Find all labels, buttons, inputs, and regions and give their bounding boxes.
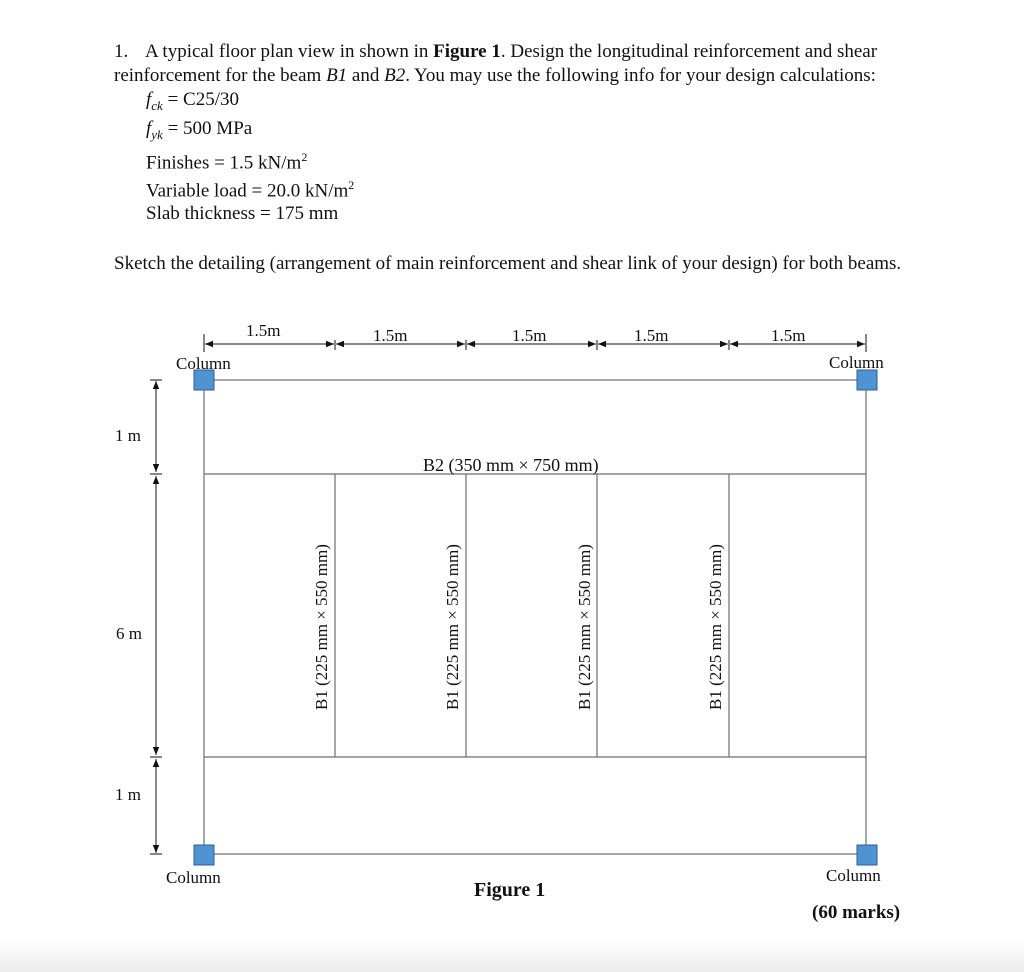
- side-label-middle: 6 m: [116, 624, 142, 643]
- column-top-left: [194, 370, 214, 390]
- left-dimension: [150, 380, 162, 854]
- plan-lines: [204, 380, 866, 854]
- variable-load-sup: 2: [348, 177, 355, 192]
- fyk-subscript: yk: [151, 126, 163, 142]
- span-label-4: 1.5m: [634, 326, 669, 345]
- page-bottom-shade: [0, 938, 1024, 972]
- beam-b2-label: B2 (350 mm × 750 mm): [423, 455, 599, 475]
- span-label-2: 1.5m: [373, 326, 408, 345]
- column-top-right: [857, 370, 877, 390]
- beam-b1-labels: [312, 544, 725, 710]
- side-label-bottom: 1 m: [115, 785, 141, 804]
- marks-label: (60 marks): [812, 902, 901, 923]
- sketch-instruction: Sketch the detailing (arrangement of main reinforcement and shear link of your design) for both beams.: [114, 253, 902, 274]
- column-bottom-left: [194, 845, 214, 865]
- beam-b1-label-3: B1 (225 mm × 550 mm): [575, 544, 594, 710]
- beam-b1-label-1: B1 (225 mm × 550 mm): [312, 544, 331, 710]
- beam-b1-ref: B1: [326, 65, 348, 86]
- intro-text: . You may use the following info for your design calculations:: [405, 65, 876, 86]
- span-label-5: 1.5m: [771, 326, 806, 345]
- figure-caption: Figure 1: [474, 879, 546, 901]
- beam-b1-label-2: B1 (225 mm × 550 mm): [443, 544, 462, 710]
- column-label-bottom-left: Column: [166, 868, 221, 887]
- slab-outline: [204, 380, 866, 854]
- column-bottom-right: [857, 845, 877, 865]
- beam-b2-ref: B2: [384, 65, 406, 86]
- figure-reference: Figure 1: [433, 41, 501, 62]
- fyk-symbol: f: [146, 117, 152, 139]
- beam-b1-label-4: B1 (225 mm × 550 mm): [706, 544, 725, 710]
- column-label-top-right: Column: [829, 353, 884, 372]
- intro-text: and: [347, 65, 385, 86]
- fck-value: = C25/30: [162, 89, 239, 110]
- finishes-value: Finishes = 1.5 kN/m: [146, 151, 302, 173]
- finishes-sup: 2: [301, 149, 308, 164]
- span-labels: [246, 321, 805, 345]
- question-number: 1.: [114, 41, 129, 62]
- column-label-bottom-right: Column: [826, 866, 881, 885]
- variable-load-value: Variable load = 20.0 kN/m: [146, 180, 349, 202]
- side-dim-labels: [115, 426, 142, 804]
- span-label-1: 1.5m: [246, 321, 281, 340]
- span-label-3: 1.5m: [512, 326, 547, 345]
- column-labels: [166, 353, 884, 887]
- fck-subscript: ck: [151, 97, 163, 113]
- intro-text: A typical floor plan view in shown in: [145, 41, 434, 62]
- column-label-top-left: Column: [176, 354, 231, 373]
- fck-symbol: f: [146, 89, 152, 110]
- columns: [194, 370, 877, 865]
- intro-text: . Design the longitudinal reinforcement and shear reinforcement for the beam: [114, 41, 878, 86]
- side-label-top: 1 m: [115, 426, 141, 445]
- fyk-value: = 500 MPa: [162, 117, 253, 139]
- slab-thickness-value: Slab thickness = 175 mm: [146, 203, 339, 225]
